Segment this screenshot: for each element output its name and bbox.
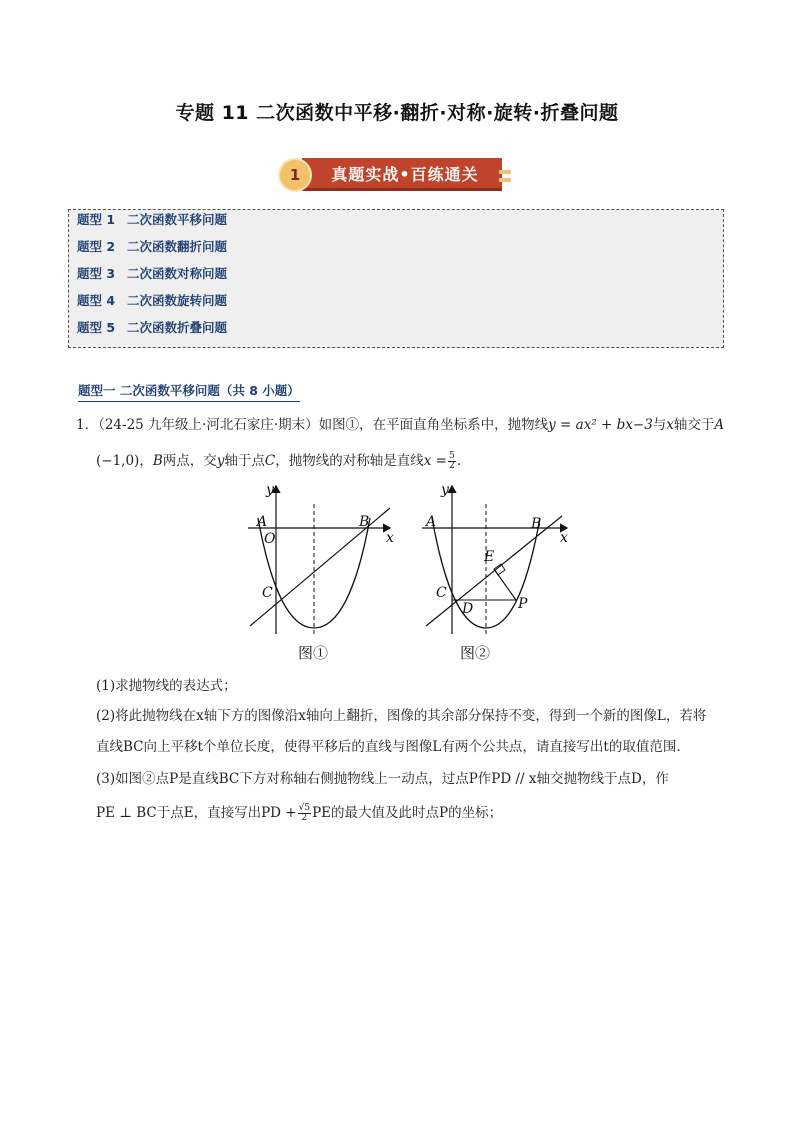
toc-item[interactable]: 题型 5 二次函数折叠问题 [77,320,228,335]
section-heading: 题型一 二次函数平移问题（共 8 小题） [78,381,300,402]
banner-tab-icon [499,178,511,182]
label-a: A [257,514,268,530]
banner-tab-icon [499,170,511,174]
label-y: y [266,482,274,498]
banner-label: 真题实战•百练通关 [302,158,502,191]
label-e: E [484,549,495,565]
fraction-sqrt5-over-2: $\frac{√5}{2}$ [298,803,311,823]
label-y: y [441,482,449,498]
problem-line-2: (−1,0)，B两点，交y轴于点C，抛物线的对称轴是直线x = $\frac{5}{2}$ . [96,451,461,471]
toc-item[interactable]: 题型 3 二次函数对称问题 [77,266,228,281]
label-o: O [264,531,276,547]
toc-item[interactable]: 题型 1 二次函数平移问题 [77,212,228,227]
question-2-line-2: 直线BC向上平移t个单位长度，使得平移后的直线与图像L有两个公共点，请直接写出t的取值范围. [96,739,681,755]
topic-index-box [68,209,724,348]
label-d: D [462,601,474,617]
label-b: B [359,514,370,530]
label-p: P [518,596,528,612]
question-3-line-2: PE ⊥ BC于点E，直接写出PD + $\frac{√5}{2}$ PE的最大值及此时点P的坐标； [96,803,503,823]
label-b: B [531,516,542,532]
label-c: C [262,585,273,601]
label-c: C [436,585,447,601]
figure-1-graph [240,478,410,638]
label-a: A [426,514,437,530]
banner-number: 1 [280,160,310,190]
label-x: x [560,530,568,546]
question-3-line-1: (3)如图②点P是直线BC下方对称轴右侧抛物线上一动点，过点P作PD // x轴交抛物线于点D，作 [96,771,669,787]
question-1: (1)求抛物线的表达式； [96,678,237,694]
figure-2-graph [412,478,582,638]
fraction-five-halves: $\frac{5}{2}$ [448,451,455,471]
figure-1-caption: 图① [298,644,329,662]
figure-2-caption: 图② [460,644,491,662]
toc-item[interactable]: 题型 2 二次函数翻折问题 [77,239,228,254]
toc-item[interactable]: 题型 4 二次函数旋转问题 [77,293,228,308]
problem-line-1: 1．（24-25 九年级上·河北石家庄·期末）如图①，在平面直角坐标系中，抛物线y = ax² + bx−3与x轴交于A [76,417,725,433]
page-title: 专题 11 二次函数中平移·翻折·对称·旋转·折叠问题 [175,102,619,124]
label-x: x [386,530,394,546]
section-banner [280,155,520,197]
question-2-line-1: (2)将此抛物线在x轴下方的图像沿x轴向上翻折，图像的其余部分保持不变，得到一个新的图像L，若将 [96,708,707,724]
line-bc [426,516,562,626]
